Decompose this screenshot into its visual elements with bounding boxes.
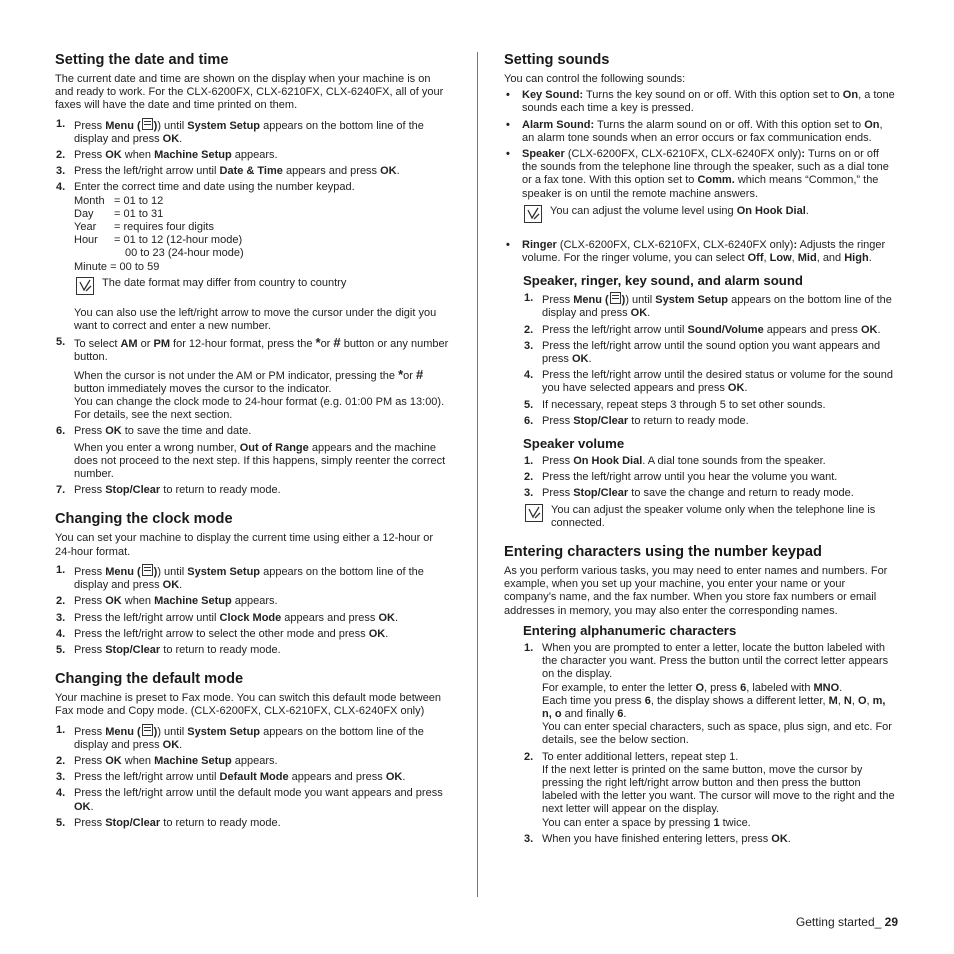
subsection-title: Speaker, ringer, key sound, and alarm sound <box>523 273 803 289</box>
section-number-keypad <box>504 544 896 846</box>
steps-list <box>523 642 896 846</box>
section-title: Entering characters using the number keypad <box>504 544 822 561</box>
section-clock-mode <box>55 511 450 657</box>
section-title: Changing the default mode <box>55 671 244 688</box>
step-5: 5. Press Stop/Clear to return to ready mode. <box>56 816 281 829</box>
step-1: 1. Press Menu ( )) until System Setup appears on the bottom line of the display and press OK. <box>56 563 424 592</box>
list-item: • Key Sound: Turns the key sound on or off. With this option set to On, a tone sounds each time a key is pressed. <box>506 89 895 115</box>
steps-list <box>55 724 450 830</box>
page-number: 29 <box>884 915 898 929</box>
menu-icon <box>142 724 153 736</box>
step-5: 5. Press Stop/Clear to return to ready mode. <box>56 643 281 656</box>
step-3: 3. Press the left/right arrow until Default Mode appears and press OK. <box>56 771 406 784</box>
step-3: 3. Press the left/right arrow until Clock Mode appears and press OK. <box>56 611 399 624</box>
step-3: 3. When you have finished entering letters, press OK. <box>524 832 791 845</box>
note: You can adjust the speaker volume only when the telephone line is connected. <box>523 504 896 530</box>
section-speaker-ringer <box>504 273 896 428</box>
intro-text: You can control the following sounds: <box>504 73 686 85</box>
menu-icon <box>142 564 153 576</box>
steps-list <box>523 455 896 501</box>
step-3: 3. Press Stop/Clear to save the change and return to ready mode. <box>524 487 854 500</box>
step-2: 2. Press OK when Machine Setup appears. <box>56 595 278 608</box>
intro-text: You can set your machine to display the current time using either a 12-hour or 24-hour format. <box>55 532 434 558</box>
intro-text: Your machine is preset to Fax mode. You can switch this default mode between Fax mode and Copy mode. (CLX-6200FX, CLX-6210FX, CLX-6240FX only) <box>55 692 442 718</box>
footer-label: Getting started_ <box>795 915 885 929</box>
section-title: Setting sounds <box>504 52 610 68</box>
step-2: 2. To enter additional letters, repeat step 1. If the next letter is printed on the same button, move the cursor by pressing the right left/right arrow button and then press the button labeled with the letter you want. The cursor will move to the right and the next letter will appear on the display. You can enter a space by pressing 1 twice. <box>524 750 895 829</box>
step-1: 1. Press On Hook Dial. A dial tone sounds from the speaker. <box>524 455 826 468</box>
step-2: 2. Press OK when Machine Setup appears. <box>56 754 278 767</box>
intro-text: As you perform various tasks, you may need to enter names and numbers. For example, when you set up your machine, you enter your name or your company’s name, and the fax number. When you store fax numbers or email addresses in memory, you may also enter the corresponding names. <box>504 565 888 617</box>
note-extra: You can also use the left/right arrow to move the cursor under the digit you want to correct and enter a new number. <box>74 306 437 333</box>
sound-options-list <box>504 89 896 265</box>
step-3: 3. Press the left/right arrow until Date & Time appears and press OK. <box>56 165 400 178</box>
note-icon <box>525 504 543 522</box>
step-6: 6. Press Stop/Clear to return to ready mode. <box>524 414 749 427</box>
step-4: 4. Enter the correct time and date using the number keypad. Month = 01 to 12 Day = 01 to 31 Year = requires four digits Hour = 01 to 12 (12-hour mode) 00 to 23 (24-hour mode) Minute = 00 to 59 The date format may differ from country to country You can also use the left/right arrow to move the cursor under the digit you want to correct and enter a new number. <box>55 181 450 333</box>
step-7: 7. Press Stop/Clear to return to ready mode. <box>56 484 281 497</box>
section-default-mode <box>55 671 450 830</box>
step-6: 6. Press OK to save the time and date. When you enter a wrong number, Out of Range appears and the machine does not proceed to the next step. If this happens, simply reenter the correct number. <box>56 425 446 481</box>
step-1: 1. Press Menu ( )) until System Setup appears on the bottom line of the display and press OK. <box>56 117 424 145</box>
step-4: 4. Press the left/right arrow to select the other mode and press OK. <box>56 627 389 640</box>
step-2: 2. Press the left/right arrow until Sound/Volume appears and press OK. <box>524 323 881 336</box>
steps-list <box>55 564 450 657</box>
steps-list <box>55 118 450 498</box>
note: The date format may differ from country to country <box>74 277 450 299</box>
section-speaker-volume <box>504 436 896 530</box>
list-item: • Alarm Sound: Turns the alarm sound on or off. With this option set to On, an alarm tone sounds when an error occurs or fax communication ends. <box>506 118 883 144</box>
note-icon <box>76 277 94 295</box>
section-date-time <box>55 52 450 497</box>
left-column <box>55 52 450 838</box>
subsection-title: Speaker volume <box>523 436 625 452</box>
section-setting-sounds <box>504 52 896 265</box>
list-item: • Speaker (CLX-6200FX, CLX-6210FX, CLX-6240FX only): Turns on or off the sounds from the telephone line through the speaker, such as a dial tone or a fax tone. With this option set to Comm. which means “Common,” the speaker is on until the remote machine answers. You can adjust the volume level using On Hook Dial. <box>504 148 896 227</box>
step-1: 1. Press Menu ( )) until System Setup appears on the bottom line of the display and press OK. <box>56 723 424 751</box>
steps-list <box>523 292 896 428</box>
page-footer <box>796 915 898 929</box>
step-4: 4. Press the left/right arrow until the desired status or volume for the sound you have selected appears and press OK. <box>524 369 893 395</box>
step-2: 2. Press OK when Machine Setup appears. <box>56 149 278 162</box>
subsection-title: Entering alphanumeric characters <box>523 622 737 638</box>
intro-text: The current date and time are shown on the display when your machine is on and ready to work. For the CLX-6200FX, CLX-6210FX, CLX-6240FX, all of your faxes will have the date and time printed on them. <box>55 73 444 112</box>
right-column <box>504 52 896 854</box>
step-5: 5. To select AM or PM for 12-hour format, press the *or # button or any number button. When the cursor is not under the AM or PM indicator, pressing the *or # button immediately moves the cursor to the indicator. You can change the clock mode to 24-hour format (e.g. 01:00 PM as 13:00). For details, see the next section. <box>56 335 449 422</box>
section-title: Changing the clock mode <box>55 511 233 528</box>
column-divider <box>477 52 478 897</box>
section-title: Setting the date and time <box>55 52 229 68</box>
list-item: • Ringer (CLX-6200FX, CLX-6210FX, CLX-6240FX only): Adjusts the ringer volume. For the ringer volume, you can select Off, Low, Mid, and High. <box>506 238 886 265</box>
step-4: 4. Press the left/right arrow until the default mode you want appears and press OK. <box>56 787 443 813</box>
note: You can adjust the volume level using On Hook Dial. <box>522 205 896 227</box>
subsection-alphanumeric <box>504 623 896 846</box>
step-5: 5. If necessary, repeat steps 3 through 5 to set other sounds. <box>524 398 826 411</box>
note-icon <box>524 205 542 223</box>
step-1: 1. Press Menu ( )) until System Setup appears on the bottom line of the display and press OK. <box>524 292 892 320</box>
step-1: 1. When you are prompted to enter a letter, locate the button labeled with the character you want. Press the button until the correct letter appears on the display. For example, to enter the letter O, press 6, labeled with MNO. Each time you press 6, the display shows a different letter, M, N, O, m, n, o and finally 6. You can enter special characters, such as space, plus sign, and etc. For details, see the below section. <box>524 641 892 747</box>
date-format-table: Month = 01 to 12 Day = 01 to 31 Year = requires four digits Hour = 01 to 12 (12-hour mode) 00 to 23 (24-hour mode) <box>74 194 244 260</box>
menu-icon <box>610 292 621 304</box>
menu-icon <box>142 118 153 130</box>
step-2: 2. Press the left/right arrow until you hear the volume you want. <box>524 471 838 484</box>
step-3: 3. Press the left/right arrow until the sound option you want appears and press OK. <box>524 339 881 366</box>
minute-row: Minute = 00 to 59 <box>74 260 160 273</box>
